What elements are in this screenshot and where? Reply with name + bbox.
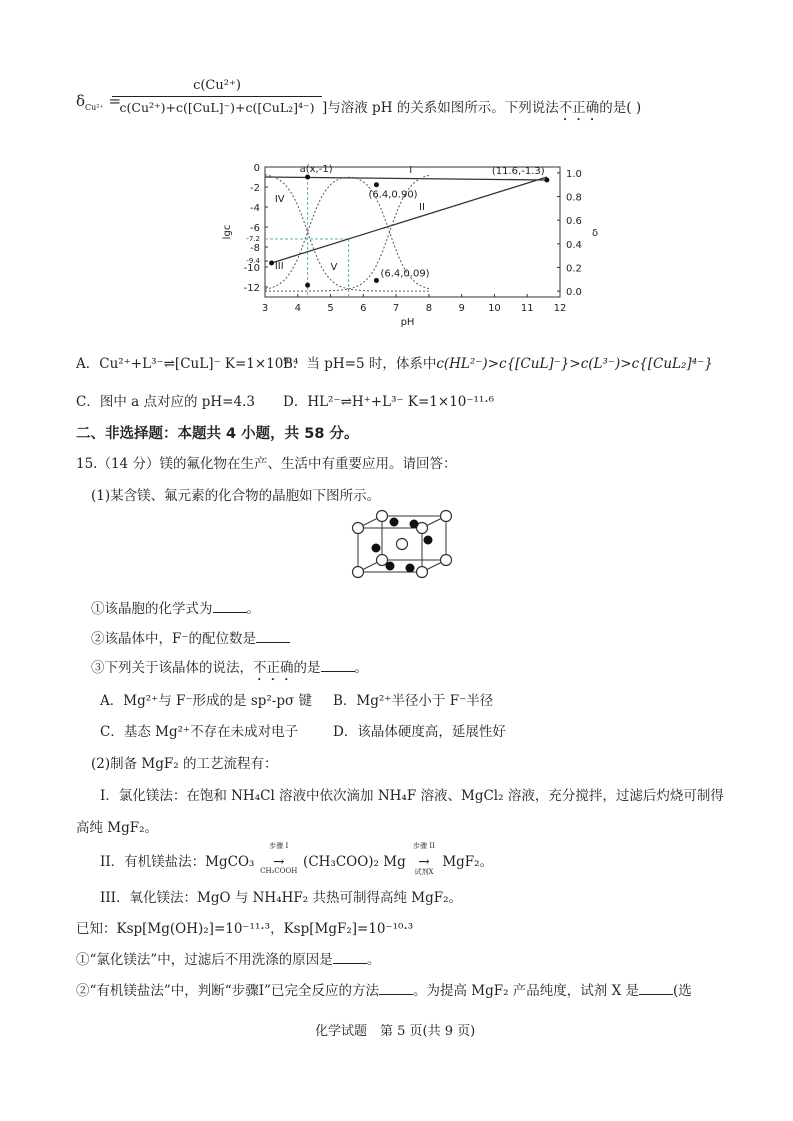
q15-opt-b: B．Mg²⁺半径小于 F⁻半径 [333,693,494,709]
x-tick-label: 9 [458,303,465,314]
q15-opt-c: C．基态 Mg²⁺不存在未成对电子 [100,724,299,740]
y-left-tick-label: -6 [250,223,260,234]
fraction-bar [112,96,322,97]
method-1: I．氯化镁法：在饱和 NH₄Cl 溶液中依次滴加 NH₄F 溶液、MgCl₂ 溶液，充分搅拌，过滤后灼烧可制得 [100,788,724,804]
x-tick-label: 11 [520,303,534,314]
q15-q1-text: ①“氯化镁法”中，过滤后不用洗涤的原因是 [76,952,333,968]
y-left-tick-label: -2 [250,183,260,194]
method-3: III．氧化镁法：MgO 与 NH₄HF₂ 共热可制得高纯 MgF₂。 [100,890,462,906]
formula-tail-text: ]与溶液 pH 的关系如图所示。下列说法 [322,100,559,116]
y-right-tick-label: 0.0 [566,287,582,299]
answer-blank[interactable] [256,630,290,643]
point-a-bottom [305,283,310,288]
formula-tail [322,96,641,124]
denominator: c(Cu²⁺)+c([CuL]⁻)+c([CuL₂]⁴⁻) [119,100,315,115]
point-a [305,175,310,180]
answer-blank[interactable] [639,982,673,995]
y-right-axis-label: δ [592,228,599,239]
delta-lhs: δ [76,92,86,110]
y-right-tick-label: 0.2 [566,263,582,275]
x-axis-label: pH [400,317,415,328]
y-right-tick-label: 0.4 [566,239,582,251]
q15-opt-a: A．Mg²⁺与 F⁻形成的是 sp²-pσ 键 [100,693,313,709]
fraction [112,78,322,115]
reaction-arrow-1: 步骤 I → CH₃COOH [259,854,299,870]
method-2 [100,842,494,876]
option-c: C．图中 a 点对应的 pH=4.3 [76,394,255,410]
q15-part1: (1)某含镁、氟元素的化合物的晶胞如下图所示。 [91,488,381,504]
q15-s3-text: ③下列关于该晶体的说法， [91,660,253,676]
point-6-4-090 [374,182,379,187]
y-right-tick-label: 0.8 [566,192,582,204]
label-III: III [274,261,284,272]
q15-s3: ③下列关于该晶体的说法，不正确的是 。 [91,660,368,676]
answer-blank[interactable] [321,659,355,672]
chart [210,155,599,340]
annotation-11-6: (11.6,-1.3) [491,166,545,177]
q15-opt-d: D．该晶体硬度高，延展性好 [333,724,506,740]
q15-q2a: ②“有机镁盐法”中，判断“步骤I”已完全反应的方法 [76,983,379,999]
q15-q2 [76,979,692,999]
answer-blank[interactable] [379,982,413,995]
q15-q2b: 。为提高 MgF₂ 产品纯度，试剂 X 是 [412,983,639,999]
option-b-expr: c(HL²⁻)>c{[CuL]⁻}>c(L³⁻)>c{[CuL₂]⁴⁻} [436,356,713,372]
annotation-6-4-009: (6.4,0.09) [380,268,430,280]
x-tick-label: 8 [425,303,433,314]
q15-s2-text: ②该晶体中，F⁻的配位数是 [91,631,256,647]
x-tick-label: 12 [553,303,567,314]
delta-sub: Cu²⁺ [85,103,104,112]
x-tick-label: 4 [294,303,301,314]
option-b-pre: B．当 pH=5 时，体系中 [283,356,437,372]
point-6-4-009 [374,278,379,283]
section-heading: 二、非选择题：本题共 4 小题，共 58 分。 [76,426,359,442]
step1-label: 步骤 I [269,842,289,850]
option-a: A．Cu²⁺+L³⁻⇌[CuL]⁻ K=1×10⁹·⁴ [76,356,299,372]
not-correct-emphasis: 不正确 [558,100,600,116]
y-right-tick-label: 1.0 [566,168,582,180]
q15-q1: ①“氯化镁法”中，过滤后不用洗涤的原因是 。 [76,952,381,968]
numerator: c(Cu²⁺) [193,78,241,93]
x-tick-label: 3 [261,303,269,314]
y-left-tick-label: -8 [250,243,260,254]
y-left-tick-label: 0 [253,163,260,174]
q15-q2c: (选 [672,983,692,999]
y-left-tick-label: -10 [243,263,260,274]
y-left-axis-label: lgc [222,224,233,240]
x-tick-label: 6 [360,303,367,314]
delta-symbol: $\delta_{Cu^{2+}}$ = [76,92,122,112]
y-left-tick-label: -7.2 [246,235,260,243]
answer-blank[interactable] [213,600,247,613]
reaction-arrow-2: 步骤 II → 试剂X [410,854,438,870]
label-II: II [419,202,425,213]
option-d: D．HL²⁻⇌H⁺+L³⁻ K=1×10⁻¹¹·⁶ [283,394,495,410]
x-tick-label: 10 [488,303,501,314]
x-tick-label: 5 [327,303,334,314]
y-left-tick-label: -4 [250,203,260,214]
method-2-mid: (CH₃COO)₂ Mg [303,854,406,870]
annotation-a: a(x,-1) [299,164,333,175]
method-2-post: MgF₂。 [442,854,494,870]
y-left-tick-label: -9.4 [246,257,260,265]
q15-s1: ①该晶胞的化学式为 。 [91,601,260,617]
point-series-II-start [269,261,274,266]
q15-s1-text: ①该晶胞的化学式为 [91,601,213,617]
not-correct-emphasis: 不正确 [253,660,294,676]
reagent2-label: 试剂X [414,868,434,876]
known-data: 已知：Ksp[Mg(OH)₂]=10⁻¹¹·³，Ksp[MgF₂]=10⁻¹⁰·³ [76,921,414,937]
label-IV: IV [274,194,285,205]
formula-tail2: 的是( ) [599,100,642,116]
point-11-6 [544,178,549,183]
option-b [283,352,713,372]
q15-s2 [91,627,290,647]
q15-part2: (2)制备 MgF₂ 的工艺流程有： [91,756,278,772]
q15-s3-post: 的是 [293,660,321,676]
x-tick-label: 7 [392,303,400,314]
reagent1-label: CH₃COOH [260,867,298,875]
page-footer: 化学试题 第 5 页(共 9 页) [315,1024,476,1039]
crystal-cell-diagram [350,510,460,584]
y-right-tick-label: 0.6 [566,216,582,228]
label-V: V [330,262,338,273]
label-I: I [409,165,413,176]
annotation-6-4-090: (6.4,0.90) [368,189,418,201]
method-1b: 高纯 MgF₂。 [76,820,159,836]
y-left-tick-label: -12 [243,283,260,294]
answer-blank[interactable] [333,951,367,964]
step2-label: 步骤 II [413,842,435,850]
q15-intro: 15.（14 分）镁的氟化物在生产、生活中有重要应用。请回答： [76,456,457,472]
method-2-pre: II．有机镁盐法：MgCO₃ [100,854,255,870]
